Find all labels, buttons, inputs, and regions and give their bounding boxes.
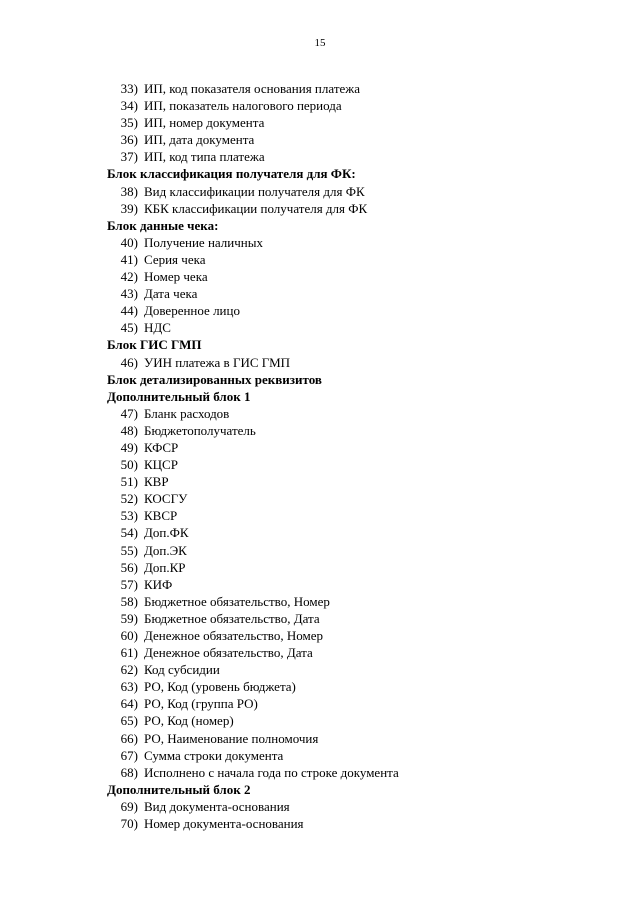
list-item-text: КОСГУ xyxy=(144,491,188,507)
list-item xyxy=(107,798,607,815)
list-item-text: Сумма строки документа xyxy=(144,747,284,763)
list-item-text: Код субсидии xyxy=(144,662,220,678)
list-item-text: Вид документа-основания xyxy=(144,798,290,814)
list-item xyxy=(107,593,607,610)
list-item-text: КВР xyxy=(144,474,169,490)
list-item-text: РО, Код (группа РО) xyxy=(144,696,258,712)
list-item-number: 44) xyxy=(120,303,138,319)
list-item xyxy=(107,524,607,541)
list-item-number: 54) xyxy=(120,525,138,541)
list-item-number: 52) xyxy=(120,491,138,507)
list-item xyxy=(107,661,607,678)
list-item xyxy=(107,507,607,524)
list-item xyxy=(107,439,607,456)
list-item-text: РО, Наименование полномочия xyxy=(144,730,319,746)
list-item-text: Дата чека xyxy=(144,286,198,302)
list-item-text: КЦСР xyxy=(144,457,178,473)
list-item xyxy=(107,131,607,148)
page-number: 15 xyxy=(314,37,326,49)
list-item-number: 43) xyxy=(120,286,138,302)
list-item-text: Денежное обязательство, Номер xyxy=(144,628,323,643)
list-item-number: 35) xyxy=(120,115,138,131)
list-item xyxy=(107,234,607,251)
list-item xyxy=(107,576,607,593)
list-item-number: 51) xyxy=(120,474,138,490)
list-item xyxy=(107,815,607,832)
list-item-text: Доп.ФК xyxy=(144,525,189,541)
list-item-number: 58) xyxy=(120,593,138,609)
list-item xyxy=(107,678,607,695)
list-item-number: 67) xyxy=(120,747,138,763)
list-item-number: 69) xyxy=(120,798,138,814)
list-item-text: Бюджетное обязательство, Дата xyxy=(144,610,320,626)
list-item-text: КВСР xyxy=(144,508,178,524)
list-item-text: КБК классификации получателя для ФК xyxy=(144,200,368,216)
list-item-text: Номер документа-основания xyxy=(144,816,304,832)
list-item-number: 42) xyxy=(120,269,138,285)
list-item-text: КФСР xyxy=(144,439,179,455)
list-item-number: 53) xyxy=(120,508,138,524)
list-item-number: 62) xyxy=(120,662,138,678)
list-item xyxy=(107,319,607,336)
list-item-text: ИП, код показателя основания платежа xyxy=(144,81,361,96)
list-item-text: Бюджетное обязательство, Номер xyxy=(144,593,330,609)
list-item-text: ИП, код типа платежа xyxy=(144,149,265,165)
section-heading-text: Дополнительный блок 2 xyxy=(107,781,251,797)
list-item xyxy=(107,730,607,747)
section-heading-text: Блок ГИС ГМП xyxy=(107,337,202,353)
list-item xyxy=(107,490,607,507)
section-heading-text: Блок классификация получателя для ФК: xyxy=(107,166,356,182)
list-item-number: 65) xyxy=(120,713,138,729)
list-item xyxy=(107,473,607,490)
list-item xyxy=(107,559,607,576)
list-item-number: 66) xyxy=(120,730,138,746)
list-item-text: НДС xyxy=(144,320,171,336)
list-item-text: Доп.ЭК xyxy=(144,542,187,558)
list-item-number: 41) xyxy=(120,251,138,267)
list-item-text: КИФ xyxy=(144,576,173,592)
section-heading xyxy=(107,217,607,234)
list-item-text: Номер чека xyxy=(144,269,208,285)
list-item xyxy=(107,764,607,781)
list-item-text: РО, Код (уровень бюджета) xyxy=(144,679,296,695)
list-item-number: 64) xyxy=(120,696,138,712)
list-item xyxy=(107,542,607,559)
list-item-number: 49) xyxy=(120,439,138,455)
list-item xyxy=(107,627,607,644)
list-item-number: 46) xyxy=(120,354,138,370)
list-item-number: 39) xyxy=(120,200,138,216)
list-item-text: ИП, номер документа xyxy=(144,115,265,131)
list-item xyxy=(107,285,607,302)
list-item-number: 55) xyxy=(120,542,138,558)
list-item xyxy=(107,268,607,285)
list-item-number: 48) xyxy=(120,422,138,438)
list-item-number: 38) xyxy=(120,183,138,199)
list-item-text: Денежное обязательство, Дата xyxy=(144,645,313,661)
list-item-text: Получение наличных xyxy=(144,234,263,250)
list-item-text: ИП, дата документа xyxy=(144,132,255,148)
list-item xyxy=(107,97,607,114)
list-item-number: 70) xyxy=(120,816,138,832)
list-item-text: Бюджетополучатель xyxy=(144,422,256,438)
list-item xyxy=(107,712,607,729)
section-heading-text: Блок данные чека: xyxy=(107,217,219,233)
list-item xyxy=(107,148,607,165)
document-body xyxy=(107,80,607,832)
list-item-text: Вид классификации получателя для ФК xyxy=(144,183,365,199)
list-item-number: 36) xyxy=(120,132,138,148)
list-item xyxy=(107,644,607,661)
list-item xyxy=(107,354,607,371)
list-item-text: Серия чека xyxy=(144,251,206,267)
list-item-number: 61) xyxy=(120,645,138,661)
list-item-number: 40) xyxy=(120,234,138,250)
section-heading xyxy=(107,165,607,182)
list-item-number: 60) xyxy=(120,628,138,643)
list-item-number: 45) xyxy=(120,320,138,336)
list-item-number: 33) xyxy=(120,81,138,96)
list-item-number: 56) xyxy=(120,559,138,575)
list-item xyxy=(107,405,607,422)
list-item xyxy=(107,302,607,319)
list-item-text: Доверенное лицо xyxy=(144,303,240,319)
section-heading-text: Дополнительный блок 1 xyxy=(107,388,251,404)
list-item-number: 68) xyxy=(120,764,138,780)
list-item xyxy=(107,183,607,200)
list-item xyxy=(107,114,607,131)
list-item-text: УИН платежа в ГИС ГМП xyxy=(144,354,291,370)
section-heading xyxy=(107,336,607,353)
list-item xyxy=(107,200,607,217)
list-item-number: 57) xyxy=(120,576,138,592)
list-item-number: 47) xyxy=(120,405,138,421)
list-item xyxy=(107,422,607,439)
list-item xyxy=(107,610,607,627)
list-item xyxy=(107,456,607,473)
list-item xyxy=(107,80,607,97)
section-heading-text: Блок детализированных реквизитов xyxy=(107,371,322,387)
list-item-number: 63) xyxy=(120,679,138,695)
list-item-text: ИП, показатель налогового периода xyxy=(144,98,342,114)
list-item-text: Исполнено с начала года по строке документа xyxy=(144,764,399,780)
section-heading xyxy=(107,371,607,388)
list-item-number: 50) xyxy=(120,457,138,473)
section-heading xyxy=(107,781,607,798)
list-item-number: 37) xyxy=(120,149,138,165)
list-item-text: Бланк расходов xyxy=(144,405,230,421)
list-item xyxy=(107,747,607,764)
section-heading xyxy=(107,388,607,405)
list-item xyxy=(107,251,607,268)
list-item-number: 59) xyxy=(120,610,138,626)
list-item-number: 34) xyxy=(120,98,138,114)
list-item-text: Доп.КР xyxy=(144,559,186,575)
list-item-text: РО, Код (номер) xyxy=(144,713,234,729)
list-item xyxy=(107,695,607,712)
